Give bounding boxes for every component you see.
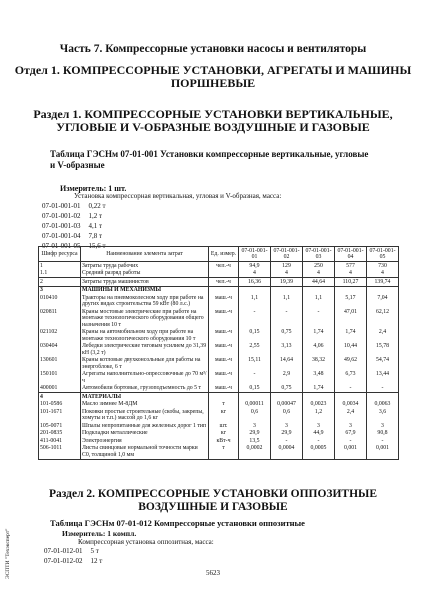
mass-cell: 0,22 т bbox=[88, 202, 106, 210]
cell-value bbox=[367, 286, 399, 294]
code-row bbox=[44, 547, 108, 555]
cell-value: 38,32 bbox=[303, 357, 335, 371]
cell-value: 0,15 bbox=[239, 329, 271, 343]
cell-value: 2,4 bbox=[367, 329, 399, 343]
cell-value: 4 bbox=[303, 270, 335, 278]
cell-value bbox=[303, 393, 335, 401]
header-c5: 07-01-001-05 bbox=[367, 247, 399, 262]
cell-name: МАТЕРИАЛЫ bbox=[81, 393, 209, 401]
cell-code: 1.1 bbox=[39, 270, 81, 278]
table-row bbox=[39, 343, 399, 357]
mass-cell: 1,2 т bbox=[88, 212, 103, 220]
cell-value: - bbox=[271, 308, 303, 329]
cell-value: 29,9 bbox=[239, 430, 271, 438]
table-row bbox=[39, 278, 399, 287]
cell-name: Автомобили бортовые, грузоподъемность до 5 т bbox=[81, 385, 209, 393]
table2-codes bbox=[42, 545, 110, 567]
cell-value: 67,9 bbox=[335, 430, 367, 438]
cell-unit: т bbox=[209, 445, 239, 460]
cell-value: - bbox=[367, 437, 399, 445]
cell-value: 5,17 bbox=[335, 294, 367, 308]
code-row bbox=[44, 557, 108, 565]
code-cell: 07-01-012-01 bbox=[44, 547, 83, 555]
cell-value: 129 bbox=[271, 262, 303, 270]
cell-value: 0,001 bbox=[367, 445, 399, 460]
cell-unit: маш.-ч bbox=[209, 371, 239, 385]
table-body bbox=[39, 262, 399, 460]
table-row bbox=[39, 408, 399, 422]
cell-value: 577 bbox=[335, 262, 367, 270]
cell-value: 0,0002 bbox=[239, 445, 271, 460]
cell-value: 1,2 bbox=[303, 408, 335, 422]
otdel-title bbox=[0, 64, 426, 90]
cell-name: МАШИНЫ И МЕХАНИЗМЫ bbox=[81, 286, 209, 294]
table1-codes bbox=[40, 200, 114, 252]
cell-name: Лебедки электрические тяговым усилием до 31,39 кН (3,2 т) bbox=[81, 343, 209, 357]
mass-cell: 7,8 т bbox=[88, 232, 103, 240]
cell-value bbox=[239, 393, 271, 401]
cell-value: 7,04 bbox=[367, 294, 399, 308]
header-code: Шифр ресурса bbox=[39, 247, 81, 262]
cell-value bbox=[367, 393, 399, 401]
cell-code: 411-0041 bbox=[39, 437, 81, 445]
cell-value: 49,62 bbox=[335, 357, 367, 371]
code-cell: 07-01-001-04 bbox=[42, 232, 81, 240]
cell-value: 1,1 bbox=[303, 294, 335, 308]
cell-unit: маш.-ч bbox=[209, 343, 239, 357]
cell-value: 4,06 bbox=[303, 343, 335, 357]
cell-unit: чел.-ч bbox=[209, 278, 239, 287]
cell-code: 1 bbox=[39, 262, 81, 270]
header-name: Наименование элемента затрат bbox=[81, 247, 209, 262]
table-row bbox=[39, 422, 399, 430]
cell-unit: маш.-ч bbox=[209, 308, 239, 329]
table-row bbox=[39, 357, 399, 371]
cell-value: 94,9 bbox=[239, 262, 271, 270]
cell-value bbox=[303, 286, 335, 294]
cell-value: - bbox=[335, 437, 367, 445]
cell-value bbox=[335, 393, 367, 401]
cell-value: 4 bbox=[367, 270, 399, 278]
header-c1: 07-01-001-01 bbox=[239, 247, 271, 262]
cell-unit: маш.-ч bbox=[209, 357, 239, 371]
cell-value: 13,5 bbox=[239, 437, 271, 445]
cell-value: 3 bbox=[367, 422, 399, 430]
header-c2: 07-01-001-02 bbox=[271, 247, 303, 262]
cell-code: 030404 bbox=[39, 343, 81, 357]
table-row bbox=[39, 437, 399, 445]
code-cell: 07-01-001-01 bbox=[42, 202, 81, 210]
cell-code: 506-1011 bbox=[39, 445, 81, 460]
cell-code: 105-0071 bbox=[39, 422, 81, 430]
part-title: Часть 7. Компрессорные установки насосы и вентиляторы bbox=[59, 43, 367, 55]
cell-value: 19,39 bbox=[271, 278, 303, 287]
cell-name: Агрегаты наполнительно-опрессовочные до 70 м³/ч bbox=[82, 371, 207, 384]
cell-name: Затраты труда рабочих bbox=[81, 262, 209, 270]
cell-name: Шпалы непропитанные для железных дорог 1 тип bbox=[81, 422, 209, 430]
table-row bbox=[39, 286, 399, 294]
cell-value: 110,27 bbox=[335, 278, 367, 287]
table1-meter: Измеритель: 1 шт. bbox=[60, 184, 127, 193]
table-row bbox=[39, 430, 399, 438]
cell-name: Краны котловые двухконсольные для работы на энергоблоке, 6 т bbox=[81, 357, 209, 371]
cell-value: 0,15 bbox=[239, 385, 271, 393]
cell-value: 250 bbox=[303, 262, 335, 270]
razdel1-line1: Раздел 1. КОМПРЕССОРНЫЕ УСТАНОВКИ ВЕРТИКАЛЬНЫЕ, bbox=[33, 107, 393, 121]
cell-value: 4 bbox=[271, 270, 303, 278]
cell-code: 130601 bbox=[39, 357, 81, 371]
cell-value: - bbox=[303, 437, 335, 445]
cell-name: Средний разряд работы bbox=[81, 270, 209, 278]
cell-value: 0,0023 bbox=[303, 401, 335, 409]
cell-value: 3 bbox=[271, 422, 303, 430]
cell-value: 44,64 bbox=[303, 278, 335, 287]
razdel2-title bbox=[0, 488, 426, 514]
table-row bbox=[39, 329, 399, 343]
cell-unit bbox=[209, 286, 239, 294]
mass-cell: 15,6 т bbox=[88, 242, 106, 250]
cell-value: 139,74 bbox=[367, 278, 399, 287]
cell-unit: кг bbox=[209, 430, 239, 438]
cell-value bbox=[271, 393, 303, 401]
cell-value: 3 bbox=[335, 422, 367, 430]
cell-unit: чел.-ч bbox=[209, 262, 239, 270]
cell-value: 15,78 bbox=[367, 343, 399, 357]
cell-value bbox=[271, 286, 303, 294]
cell-unit: кВт-ч bbox=[209, 437, 239, 445]
header-c4: 07-01-001-04 bbox=[335, 247, 367, 262]
cell-value: 0,0005 bbox=[303, 445, 335, 460]
razdel2-line1: Раздел 2. КОМПРЕССОРНЫЕ УСТАНОВКИ ОППОЗИТНЫЕ bbox=[48, 488, 378, 500]
table2-intro: Компрессорная установка оппозитная, масса: bbox=[78, 538, 214, 546]
cell-value: 2,9 bbox=[271, 371, 303, 385]
cell-value: 13,44 bbox=[367, 371, 399, 385]
cell-name: Краны на автомобильном ходу при работе на монтаже технологического оборудования 10 т bbox=[81, 329, 209, 343]
cell-value: - bbox=[367, 385, 399, 393]
cell-value: 15,11 bbox=[239, 357, 271, 371]
cell-value: 3 bbox=[239, 422, 271, 430]
cell-value: 47,01 bbox=[335, 308, 367, 329]
table-row bbox=[39, 401, 399, 409]
cell-code: 101-1671 bbox=[39, 408, 81, 422]
otdel-title-line2: ПОРШНЕВЫЕ bbox=[170, 76, 256, 90]
cell-code: 201-0835 bbox=[39, 430, 81, 438]
table-row bbox=[39, 371, 399, 385]
table-row bbox=[39, 262, 399, 270]
cell-value: 1,74 bbox=[303, 385, 335, 393]
cell-code: 010410 bbox=[39, 294, 81, 308]
cell-value: 0,0063 bbox=[367, 401, 399, 409]
table1-title: Таблица ГЭСНм 07-01-001 Установки компрессорные вертикальные, угловые и V-образные bbox=[50, 149, 369, 170]
cell-value: 1,74 bbox=[335, 329, 367, 343]
cell-value: 0,00047 bbox=[271, 401, 303, 409]
code-cell: 07-01-001-05 bbox=[42, 242, 81, 250]
table-row bbox=[39, 294, 399, 308]
code-row bbox=[42, 202, 112, 210]
cell-name: Подкладки металлические bbox=[81, 430, 209, 438]
code-cell: 07-01-012-02 bbox=[44, 557, 83, 565]
cell-value: - bbox=[239, 371, 271, 385]
cell-value: 44,9 bbox=[303, 430, 335, 438]
cell-unit: маш.-ч bbox=[209, 329, 239, 343]
razdel2-line2: ВОЗДУШНЫЕ И ГАЗОВЫЕ bbox=[138, 501, 288, 513]
cell-value: 0,00011 bbox=[239, 401, 271, 409]
cell-value: - bbox=[335, 385, 367, 393]
table-header-row bbox=[39, 247, 399, 262]
cell-value: 1,1 bbox=[271, 294, 303, 308]
table-row bbox=[39, 393, 399, 401]
cell-value: 0,6 bbox=[239, 408, 271, 422]
cell-value: 1,74 bbox=[303, 329, 335, 343]
cell-value: 4 bbox=[239, 270, 271, 278]
cell-code: 020811 bbox=[39, 308, 81, 329]
cell-value: 62,12 bbox=[367, 308, 399, 329]
cell-code: 101-0586 bbox=[39, 401, 81, 409]
code-row bbox=[42, 212, 112, 220]
cell-value bbox=[335, 286, 367, 294]
cell-value: 10,44 bbox=[335, 343, 367, 357]
cell-unit: т bbox=[209, 401, 239, 409]
cell-value: 3,48 bbox=[303, 371, 335, 385]
cell-name: Поковки простые строительные (скобы, закрепы, хомуты и т.п.) массой до 1,6 кг bbox=[81, 408, 209, 422]
cell-value: 0,0004 bbox=[271, 445, 303, 460]
cell-value: 3,13 bbox=[271, 343, 303, 357]
cell-value: 54,74 bbox=[367, 357, 399, 371]
table1-intro: Установка компрессорная вертикальная, угловая и V-образная, масса: bbox=[74, 192, 282, 200]
cell-unit: маш.-ч bbox=[209, 385, 239, 393]
cell-unit bbox=[209, 393, 239, 401]
cell-value: 14,64 bbox=[271, 357, 303, 371]
cell-value: 4 bbox=[335, 270, 367, 278]
cell-value: - bbox=[271, 437, 303, 445]
cell-value: 90,8 bbox=[367, 430, 399, 438]
mass-cell: 4,1 т bbox=[88, 222, 103, 230]
header-unit: Ед. измер. bbox=[209, 247, 239, 262]
cell-code: 021102 bbox=[39, 329, 81, 343]
code-cell: 07-01-001-03 bbox=[42, 222, 81, 230]
cell-name: Листы свинцовые нормальной точности марки С0, толщиной 1,0 мм bbox=[81, 445, 209, 460]
cell-value: 2,55 bbox=[239, 343, 271, 357]
cell-value: 3 bbox=[303, 422, 335, 430]
cell-code: 3 bbox=[39, 286, 81, 294]
code-row bbox=[42, 232, 112, 240]
cell-unit: кг bbox=[209, 408, 239, 422]
cell-name: Электроэнергия bbox=[81, 437, 209, 445]
cell-value: 0,6 bbox=[271, 408, 303, 422]
table-row bbox=[39, 385, 399, 393]
cell-code: 150101 bbox=[39, 371, 81, 385]
cell-value: 0,75 bbox=[271, 385, 303, 393]
cell-value: 16,36 bbox=[239, 278, 271, 287]
cell-value: 0,001 bbox=[335, 445, 367, 460]
cell-name: Затраты труда машинистов bbox=[81, 278, 209, 287]
cell-value: 730 bbox=[367, 262, 399, 270]
table2-title: Таблица ГЭСНм 07-01-012 Компрессорные установки оппозитные bbox=[50, 518, 305, 528]
cell-unit bbox=[209, 270, 239, 278]
cell-value: 0,0034 bbox=[335, 401, 367, 409]
cell-name: Тракторы на пневмоколесном ходу при работе на других видах строительства 59 кВт (80 л.с.) bbox=[81, 294, 209, 308]
cell-unit: шт. bbox=[209, 422, 239, 430]
cell-name: Масло зимнее М-8ДМ bbox=[81, 401, 209, 409]
code-row bbox=[42, 222, 112, 230]
cell-value: 29,9 bbox=[271, 430, 303, 438]
table2-meter: Измеритель: 1 компл. bbox=[62, 529, 137, 538]
cell-value bbox=[239, 286, 271, 294]
cell-value: 2,4 bbox=[335, 408, 367, 422]
table-row bbox=[39, 270, 399, 278]
cell-code: 4 bbox=[39, 393, 81, 401]
cell-code: 2 bbox=[39, 278, 81, 287]
otdel-title-line1: Отдел 1. КОМПРЕССОРНЫЕ УСТАНОВКИ, АГРЕГАТЫ И МАШИНЫ bbox=[14, 63, 412, 77]
cell-value: - bbox=[239, 308, 271, 329]
table-row bbox=[39, 308, 399, 329]
mass-cell: 5 т bbox=[90, 547, 99, 555]
table-row bbox=[39, 445, 399, 460]
cell-value: 3,6 bbox=[367, 408, 399, 422]
cell-unit: маш.-ч bbox=[209, 294, 239, 308]
razdel1-title bbox=[0, 108, 426, 134]
cell-value: 6,73 bbox=[335, 371, 367, 385]
cell-value: 0,75 bbox=[271, 329, 303, 343]
sidebar-watermark: ЭСПТИ "Техэксперт" bbox=[5, 528, 11, 579]
header-c3: 07-01-001-03 bbox=[303, 247, 335, 262]
cell-value: 1,1 bbox=[239, 294, 271, 308]
razdel1-line2: УГЛОВЫЕ И V-ОБРАЗНЫЕ ВОЗДУШНЫЕ И ГАЗОВЫЕ bbox=[56, 120, 370, 134]
resource-table bbox=[38, 246, 399, 460]
cell-code: 400001 bbox=[39, 385, 81, 393]
code-cell: 07-01-001-02 bbox=[42, 212, 81, 220]
page-number: 5623 bbox=[206, 569, 220, 577]
cell-value: - bbox=[303, 308, 335, 329]
cell-name: Краны мостовые электрические при работе на монтаже технологического оборудования общего назначения 10 т bbox=[81, 308, 209, 329]
mass-cell: 12 т bbox=[90, 557, 103, 565]
